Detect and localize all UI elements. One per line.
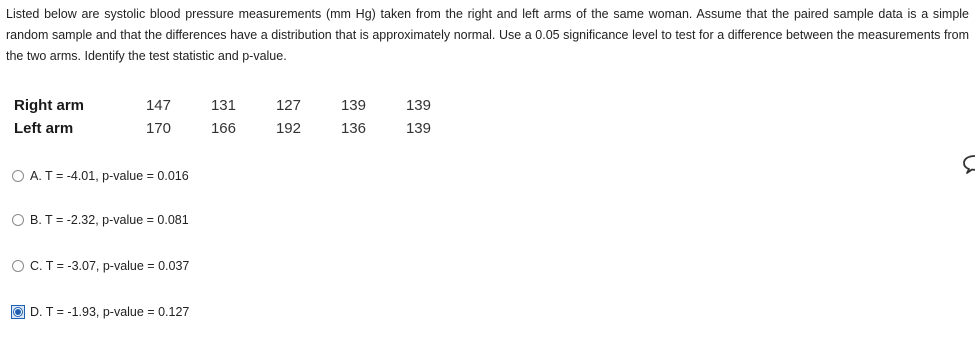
radio-selected-dot [15,309,21,315]
table-cell: 147 [145,97,171,114]
choice-b-label: B. T = -2.32, p-value = 0.081 [30,213,189,227]
choice-c[interactable] [12,256,189,276]
table-cell: 131 [210,97,236,114]
table-cell: 136 [340,120,366,137]
table-cell: 170 [145,120,171,137]
choice-d-label: D. T = -1.93, p-value = 0.127 [30,305,190,319]
measurements-table [14,94,431,140]
row-label-right-arm: Right arm [14,97,85,114]
radio-button-d-selected[interactable] [11,305,25,319]
table-row-right-arm [14,94,431,117]
choice-b[interactable] [12,210,189,230]
radio-selected-circle [13,307,23,317]
choice-d[interactable] [12,302,189,322]
choice-a-label: A. T = -4.01, p-value = 0.016 [30,169,189,183]
table-row-left-arm [14,117,431,140]
table-cell: 139 [340,97,366,114]
choice-c-label: C. T = -3.07, p-value = 0.037 [30,259,190,273]
choice-a[interactable] [12,166,189,186]
radio-button-b[interactable] [12,214,24,226]
table-cell: 139 [405,120,431,137]
question-text: Listed below are systolic blood pressure measurements (mm Hg) taken from the right and left arms of the same woman. Assume that the paired sample data is a simple random sample and that the differences have a distribution that is approximately normal. Use a 0.05 significance level to test for a difference between the measurements from the two arms. Identify the test statistic and p-value. [6,7,969,63]
chat-bubble-icon[interactable] [961,150,975,178]
table-cell: 166 [210,120,236,137]
table-cell: 127 [275,97,301,114]
radio-button-a[interactable] [12,170,24,182]
row-label-left-arm: Left arm [14,120,74,137]
radio-button-c[interactable] [12,260,24,272]
table-cell: 139 [405,97,431,114]
table-cell: 192 [275,120,301,137]
